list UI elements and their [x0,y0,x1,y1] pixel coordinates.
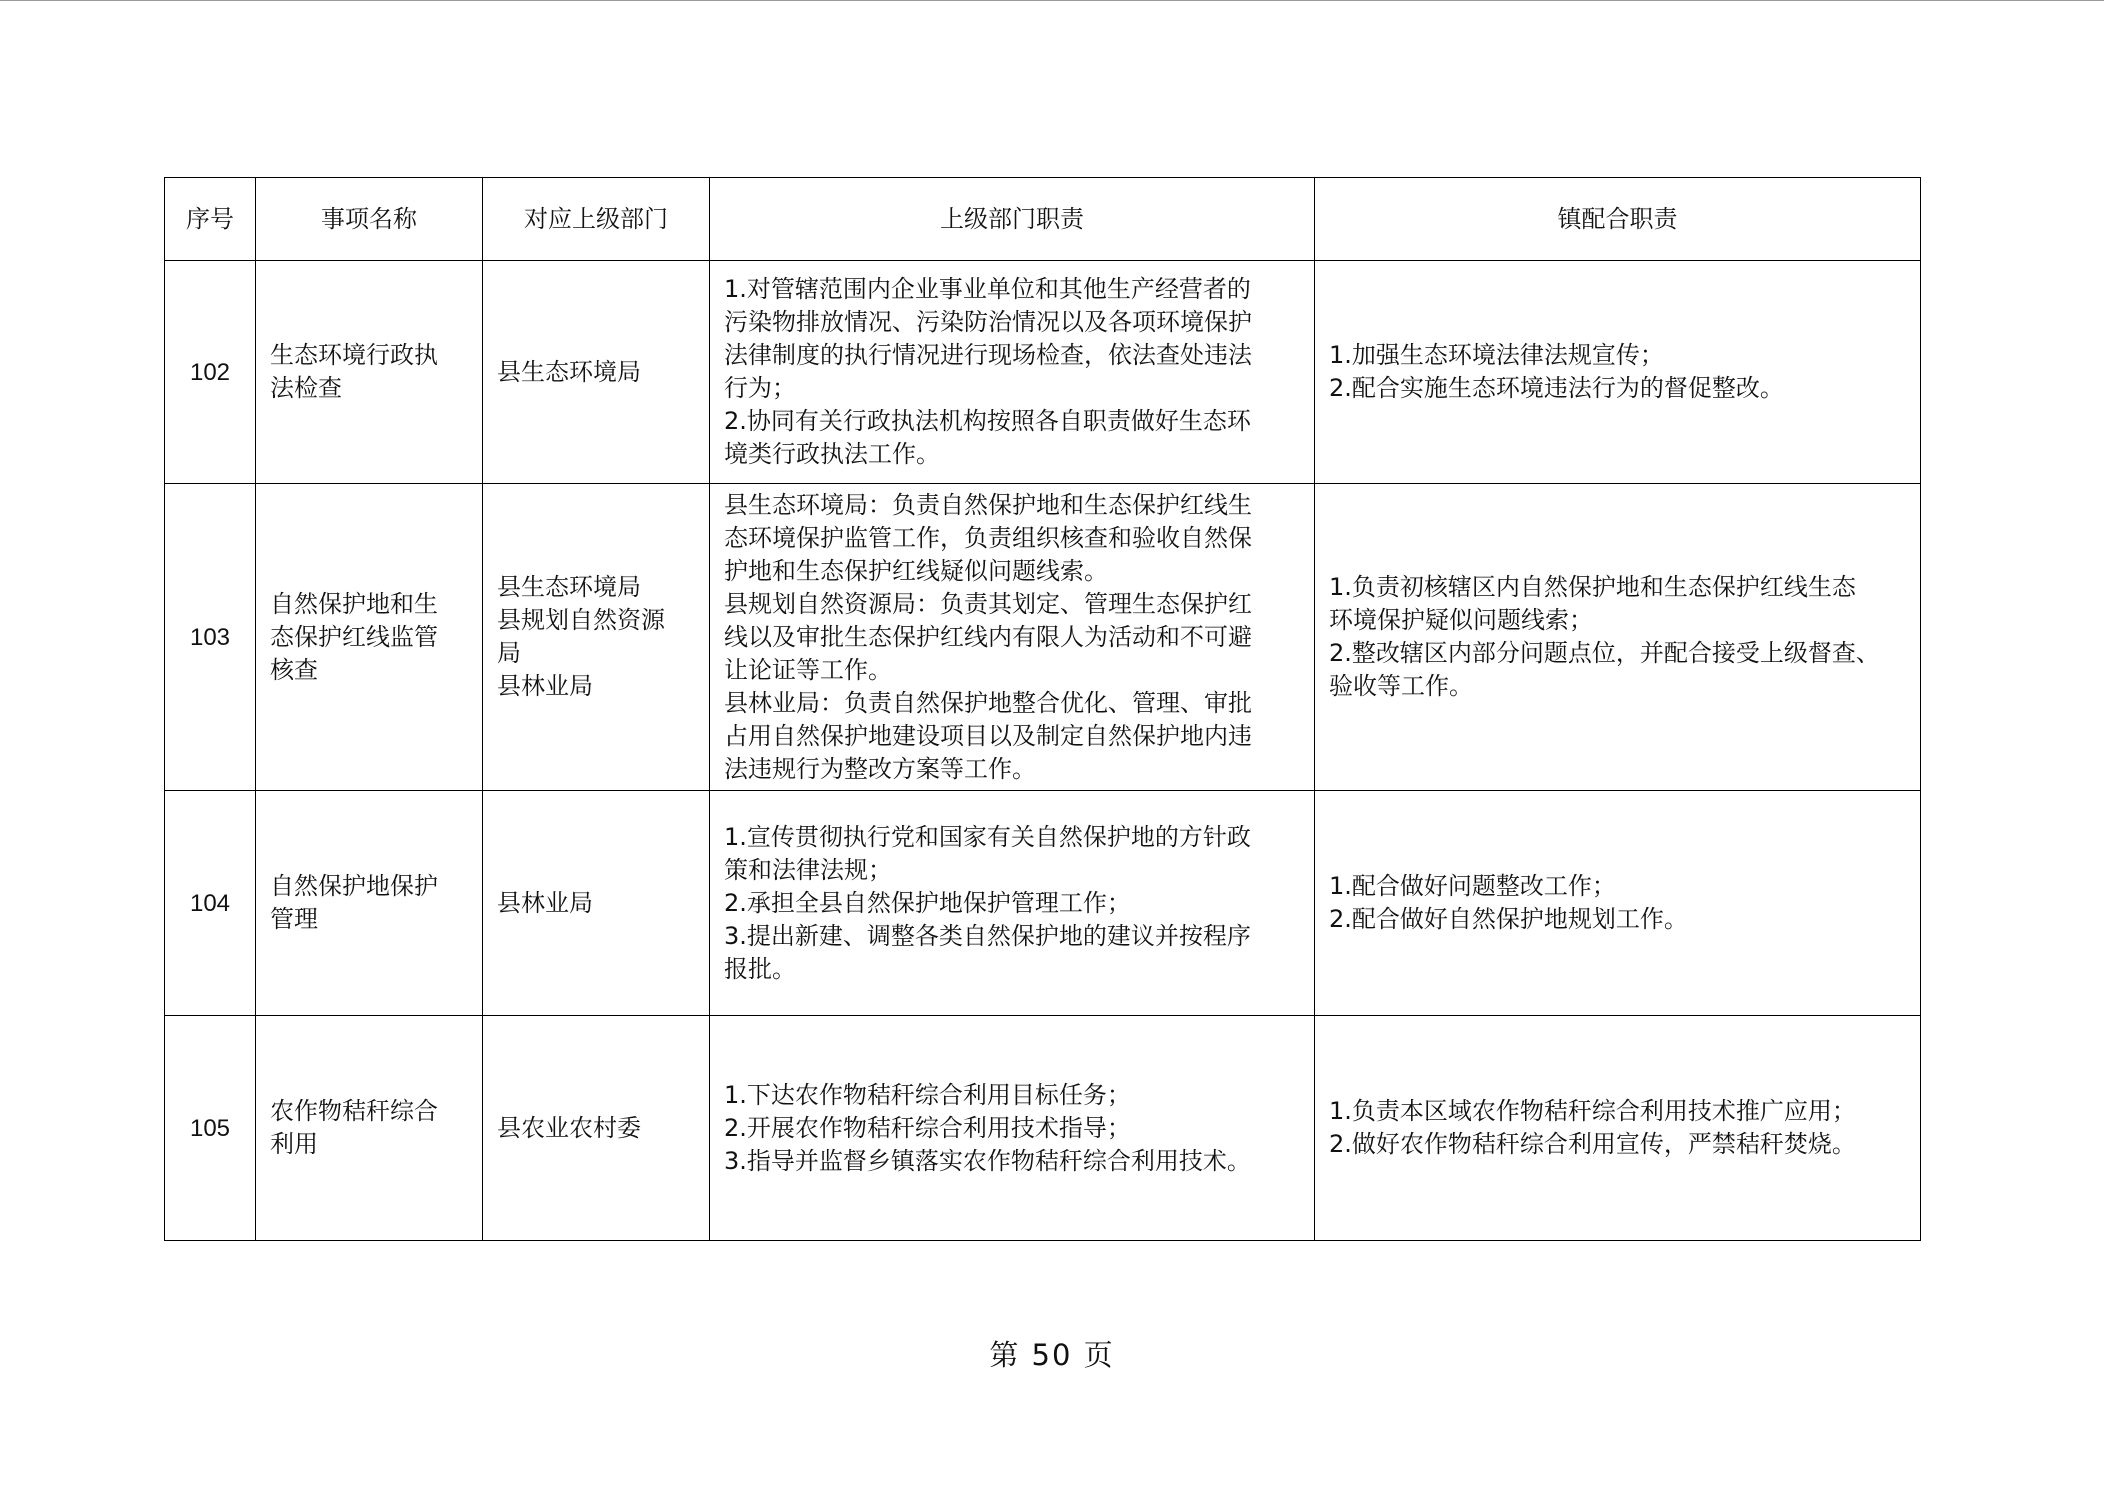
town-duty [1315,791,1921,1016]
duty-line: 行为； [724,374,796,402]
item-name-line: 农作物秸秆综合 [270,1097,438,1125]
item-name-line: 利用 [270,1130,318,1158]
town-duty-line: 2.配合做好自然保护地规划工作。 [1329,905,1688,933]
duty-line: 3.提出新建、调整各类自然保护地的建议并按程序 [724,921,1251,950]
duty-line: 污染物排放情况、污染防治情况以及各项环境保护 [724,308,1252,336]
header-item-name: 事项名称 [256,178,483,261]
duty-line: 1.下达农作物秸秆综合利用目标任务； [724,1080,1131,1109]
dept-line: 县农业农村委 [497,1113,641,1142]
item-name [256,484,483,791]
item-name-line: 核查 [270,655,318,684]
duty-line: 占用自然保护地建设项目以及制定自然保护地内违 [724,721,1252,750]
header-town-duty: 镇配合职责 [1315,178,1921,261]
town-duty-line: 2.做好农作物秸秆综合利用宣传，严禁秸秆焚烧。 [1329,1130,1856,1158]
duty-line: 让论证等工作。 [724,655,892,684]
superior-dept [483,791,710,1016]
duty-line: 线以及审批生态保护红线内有限人为活动和不可避 [724,622,1252,651]
duty-line: 法律制度的执行情况进行现场检查，依法查处违法 [724,341,1252,369]
town-duty [1315,1016,1921,1241]
town-duty [1315,261,1921,484]
duty-line: 态环境保护监管工作，负责组织核查和验收自然保 [724,523,1252,552]
page-number: 第 50 页 [989,1338,1115,1372]
item-name-line: 自然保护地保护 [270,872,438,900]
town-duty-line: 验收等工作。 [1329,672,1473,700]
town-duty-line: 1.负责初核辖区内自然保护地和生态保护红线生态 [1329,573,1856,601]
duty-line: 县规划自然资源局：负责其划定、管理生态保护红 [724,589,1252,618]
town-duty-line: 2.整改辖区内部分问题点位，并配合接受上级督查、 [1329,639,1880,667]
item-name-line: 法检查 [270,374,342,402]
duty-line: 境类行政执法工作。 [724,440,940,468]
duty-line: 报批。 [724,954,796,983]
dept-line: 局 [497,639,521,667]
header-serial: 序号 [165,178,256,261]
item-name [256,1016,483,1241]
serial-number: 103 [165,484,256,791]
town-duty [1315,484,1921,791]
duty-line: 2.承担全县自然保护地保护管理工作； [724,888,1131,917]
duty-line: 法违规行为整改方案等工作。 [724,754,1036,783]
item-name-line: 生态环境行政执 [270,341,438,369]
dept-line: 县规划自然资源 [497,606,665,634]
item-name-line: 自然保护地和生 [270,589,438,618]
item-name [256,791,483,1016]
serial-number: 105 [165,1016,256,1241]
superior-duty [710,261,1315,484]
superior-duty [710,1016,1315,1241]
duty-line: 县生态环境局：负责自然保护地和生态保护红线生 [724,490,1252,519]
duty-line: 3.指导并监督乡镇落实农作物秸秆综合利用技术。 [724,1146,1251,1175]
dept-line: 县生态环境局 [497,573,641,601]
superior-dept [483,1016,710,1241]
table-row [165,261,1921,484]
town-duty-line: 2.配合实施生态环境违法行为的督促整改。 [1329,374,1784,402]
town-duty-line: 环境保护疑似问题线索； [1329,606,1593,634]
header-superior-dept: 对应上级部门 [483,178,710,261]
item-name [256,261,483,484]
dept-line: 县生态环境局 [497,357,641,386]
superior-duty [710,484,1315,791]
superior-dept [483,261,710,484]
superior-dept [483,484,710,791]
duty-line: 县林业局：负责自然保护地整合优化、管理、审批 [724,688,1252,717]
table-header-row [165,178,1921,261]
town-duty-line: 1.负责本区域农作物秸秆综合利用技术推广应用； [1329,1097,1856,1125]
table-row [165,1016,1921,1241]
town-duty-line: 1.加强生态环境法律法规宣传； [1329,341,1664,369]
responsibility-table [164,177,1921,1241]
dept-line: 县林业局 [497,672,593,700]
top-border-line [0,0,2104,1]
serial-number: 102 [165,261,256,484]
town-duty-line: 1.配合做好问题整改工作； [1329,872,1616,900]
duty-line: 1.宣传贯彻执行党和国家有关自然保护地的方针政 [724,822,1251,851]
table-row [165,791,1921,1016]
item-name-line: 管理 [270,905,318,933]
serial-number: 104 [165,791,256,1016]
superior-duty [710,791,1315,1016]
table-row [165,484,1921,791]
duty-line: 策和法律法规； [724,855,892,884]
dept-line: 县林业局 [497,888,593,917]
header-superior-duty: 上级部门职责 [710,178,1315,261]
duty-line: 1.对管辖范围内企业事业单位和其他生产经营者的 [724,275,1251,303]
item-name-line: 态保护红线监管 [270,622,438,651]
duty-line: 2.协同有关行政执法机构按照各自职责做好生态环 [724,407,1251,435]
duty-line: 护地和生态保护红线疑似问题线索。 [724,556,1108,585]
duty-line: 2.开展农作物秸秆综合利用技术指导； [724,1113,1131,1142]
